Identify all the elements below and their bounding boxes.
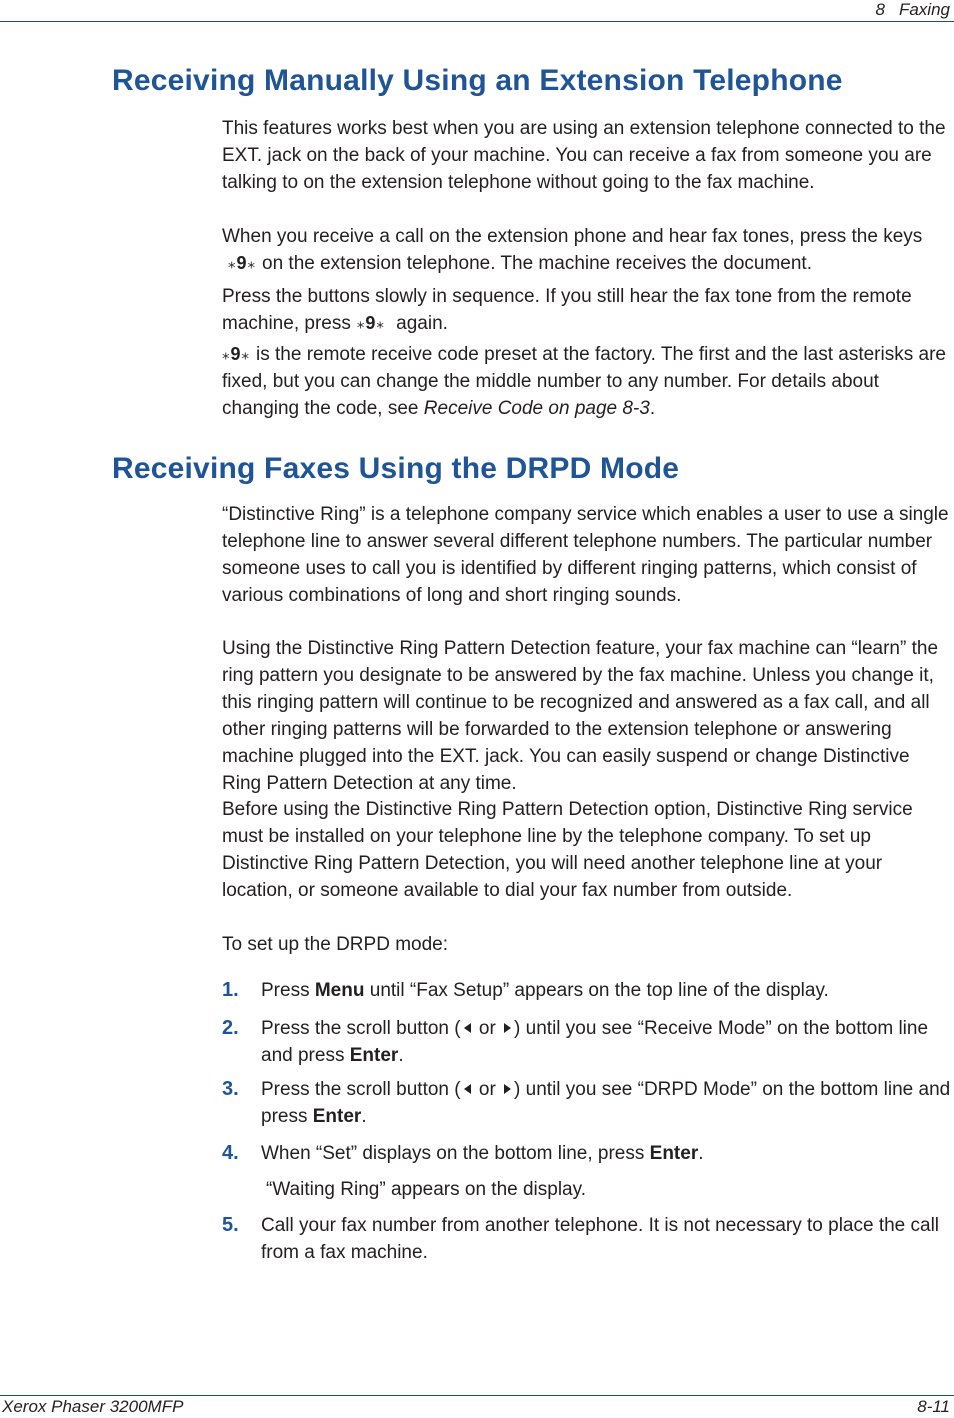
chapter-number: 8 [875, 0, 885, 19]
remote-code-key: ⁎9⁎ [222, 344, 251, 364]
paragraph: To set up the DRPD mode: [222, 934, 448, 955]
header-rule [0, 21, 954, 22]
section-title-drpd: Receiving Faxes Using the DRPD Mode [112, 452, 680, 485]
scroll-right-icon [504, 1084, 511, 1094]
scroll-left-icon [464, 1084, 471, 1094]
scroll-right-icon [504, 1023, 511, 1033]
menu-key: Menu [314, 980, 365, 1001]
page-header [876, 0, 951, 18]
footer-page-number: 8-11 [917, 1397, 950, 1416]
enter-key: Enter [349, 1045, 399, 1066]
paragraph: Press the buttons slowly in sequence. If you still hear the fax tone from the remote machine, press ⁎9⁎ again. [222, 283, 952, 337]
paragraph: This features works best when you are using an extension telephone connected to the EXT. jack on the back of your machine. You can receive a fax from someone you are talking to on the extension telephone without going to the fax machine. [222, 118, 946, 193]
paragraph: Using the Distinctive Ring Pattern Detection feature, your fax machine can “learn” the ring pattern you designate to be answered by the fax machine. Unless you change it, this ringing pattern will continue to be recognized and answered as a fax call, and all other ringing patterns will be forwarded to the extension telephone or answering machine plugged into the EXT. jack. You can easily suspend or change Distinctive Ring Pattern Detection at any time. [222, 638, 939, 794]
paragraph: “Distinctive Ring” is a telephone company service which enables a user to use a single telephone line to answer several different telephone numbers. The particular number someone uses to call you is identified by different ringing patterns, which consist of various combinations of long and short ringing sounds. [222, 504, 949, 606]
paragraph: When you receive a call on the extension phone and hear fax tones, press the keys⁎9⁎ on the extension telephone. The machine receives the document. [222, 223, 952, 277]
enter-key: Enter [312, 1106, 362, 1127]
section-title-extension: Receiving Manually Using an Extension Telephone [112, 64, 843, 97]
paragraph: ⁎9⁎ is the remote receive code preset at the factory. The first and the last asterisks are fixed, but you can change the middle number to any number. For details about changing the code, see Receive Code on page 8-3. [222, 341, 952, 422]
footer-rule [0, 1395, 954, 1396]
enter-key: Enter [649, 1143, 699, 1164]
scroll-left-icon [464, 1023, 471, 1033]
remote-code-key: ⁎9⁎ [356, 313, 385, 333]
footer-product: Xerox Phaser 3200MFP [2, 1397, 184, 1416]
remote-code-key: ⁎9⁎ [228, 253, 257, 273]
cross-reference-link[interactable]: Receive Code on page 8-3 [423, 398, 650, 419]
chapter-title: Faxing [898, 0, 950, 19]
paragraph: Before using the Distinctive Ring Pattern Detection option, Distinctive Ring service must be installed on your telephone line by the telephone company. To set up Distinctive Ring Pattern Detection, you will need another telephone line at your location, or someone available to dial your fax number from outside. [222, 799, 913, 901]
